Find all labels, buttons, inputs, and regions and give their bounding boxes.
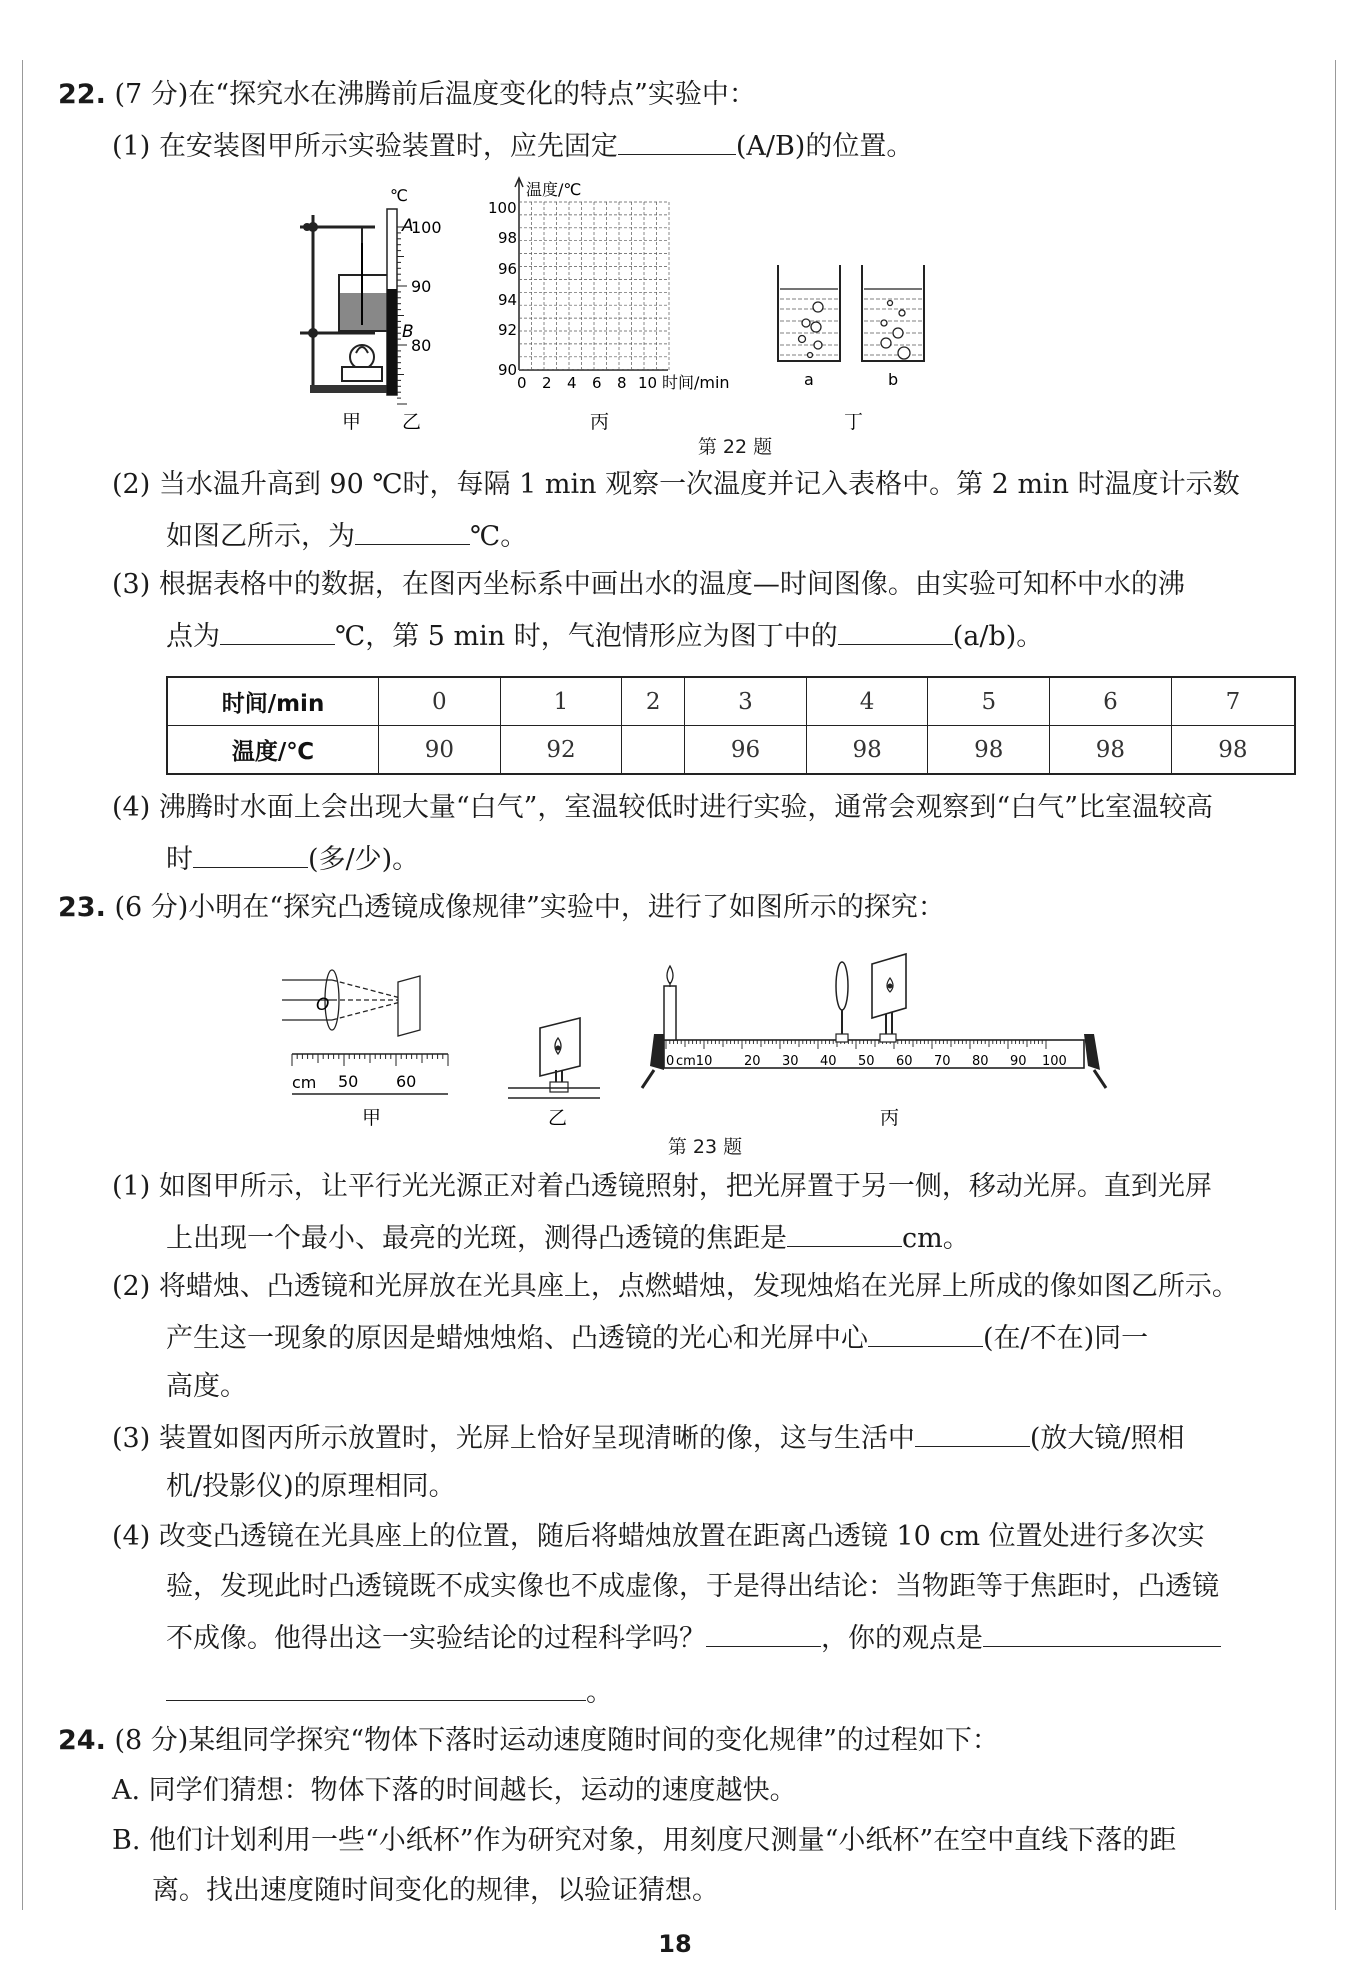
caption-jia: 甲 xyxy=(342,411,362,433)
q22-figure xyxy=(270,175,940,455)
q23-blank-4[interactable] xyxy=(706,1618,821,1647)
q23-part4c xyxy=(166,1618,1221,1658)
table-cell: 92 xyxy=(500,726,622,775)
q22-part1 xyxy=(112,126,913,166)
q22-part1-text: (1) 在安装图甲所示实验装置时，应先固定 xyxy=(112,131,618,162)
table-cell: 1 xyxy=(500,677,622,726)
q23-blank-3[interactable] xyxy=(915,1418,1030,1447)
screen-image-yi xyxy=(508,1018,600,1129)
q23-blank-5[interactable] xyxy=(983,1618,1221,1647)
q23-part4a xyxy=(112,1518,1205,1556)
page-number: 18 xyxy=(658,1930,692,1958)
label-B: B xyxy=(402,322,414,342)
q23-part2-text-c: (在/不在)同一 xyxy=(983,1323,1149,1354)
thermo-tick-90: 90 xyxy=(411,277,432,296)
q24-a-text: A. 同学们猜想：物体下落的时间越长，运动的速度越快。 xyxy=(112,1775,797,1806)
q23-part1-suffix: cm。 xyxy=(902,1223,970,1254)
q22-blank-3[interactable] xyxy=(220,616,335,645)
xtick-0: 0 xyxy=(517,374,527,392)
q23-part2b xyxy=(166,1318,1148,1358)
ytick-98: 98 xyxy=(498,229,518,247)
q24-item-b2 xyxy=(152,1872,719,1910)
graph-bing xyxy=(488,178,730,433)
table-cell-empty[interactable] xyxy=(622,726,685,775)
q22-data-table xyxy=(166,676,1296,775)
q23-blank-6[interactable] xyxy=(166,1672,586,1701)
q24-intro-line xyxy=(58,1722,999,1760)
bench-label-70: 70 xyxy=(934,1054,951,1069)
graph-xlabel: 时间/min xyxy=(662,373,730,392)
right-margin-line xyxy=(1335,60,1336,1910)
bench-label-0: 0 xyxy=(666,1054,675,1069)
thermo-tick-100: 100 xyxy=(411,218,442,237)
q23-number: 23. xyxy=(58,892,106,923)
xtick-8: 8 xyxy=(617,374,627,392)
beakers-ding xyxy=(778,265,924,433)
table-cell: 3 xyxy=(685,677,807,726)
bench-label-40: 40 xyxy=(820,1054,837,1069)
caption-jia-23: 甲 xyxy=(362,1107,382,1129)
ytick-100: 100 xyxy=(488,199,517,217)
q23-blank-1[interactable] xyxy=(787,1218,902,1247)
q22-part2b xyxy=(166,516,527,556)
xtick-10: 10 xyxy=(638,374,658,392)
ytick-96: 96 xyxy=(498,260,518,278)
q23-part1a xyxy=(112,1168,1212,1206)
table-cell: 5 xyxy=(928,677,1050,726)
q23-part4d xyxy=(166,1672,613,1712)
caption-yi-23: 乙 xyxy=(548,1107,568,1129)
q23-part1-text: (1) 如图甲所示，让平行光光源正对着凸透镜照射，把光屏置于另一侧，移动光屏。直到光屏 xyxy=(112,1171,1212,1202)
label-O: O xyxy=(316,995,330,1015)
beaker-b-label: b xyxy=(888,370,899,389)
q23-part2-text: (2) 将蜡烛、凸透镜和光屏放在光具座上，点燃蜡烛，发现烛焰在光屏上所成的像如图乙所示。 xyxy=(112,1271,1239,1302)
q23-part1-text-b: 上出现一个最小、最亮的光斑，测得凸透镜的焦距是 xyxy=(166,1223,787,1254)
q23-part4-text: (4) 改变凸透镜在光具座上的位置，随后将蜡烛放置在距离凸透镜 10 cm 位置处进行多次实 xyxy=(112,1521,1205,1552)
caption-yi: 乙 xyxy=(402,411,422,433)
q23-part3a xyxy=(112,1418,1184,1458)
q22-part4b xyxy=(166,839,419,879)
ruler-50: 50 xyxy=(338,1072,359,1091)
bench-label-80: 80 xyxy=(972,1054,989,1069)
q23-part4-end: 。 xyxy=(586,1677,613,1708)
q22-number: 22. xyxy=(58,79,106,110)
table-cell: 98 xyxy=(928,726,1050,775)
q24-b-text: B. 他们计划利用一些“小纸杯”作为研究对象，用刻度尺测量“小纸杯”在空中直线下落的距 xyxy=(112,1825,1177,1856)
q23-part2a xyxy=(112,1268,1239,1306)
q22-part4a xyxy=(112,789,1213,827)
thermo-tick-80: 80 xyxy=(411,336,432,355)
q23-part2-text-b: 产生这一现象的原因是蜡烛烛焰、凸透镜的光心和光屏中心 xyxy=(166,1323,868,1354)
q23-part3b xyxy=(166,1468,456,1506)
xtick-2: 2 xyxy=(542,374,552,392)
thermo-unit: ℃ xyxy=(390,186,408,205)
q23-part4-text-b: 验，发现此时凸透镜既不成实像也不成虚像，于是得出结论：当物距等于焦距时，凸透镜 xyxy=(166,1571,1219,1602)
q22-part2a xyxy=(112,466,1240,504)
q22-part2-text-b: 如图乙所示，为 xyxy=(166,521,355,552)
q23-part3-suffix: 机/投影仪)的原理相同。 xyxy=(166,1471,456,1502)
q24-b-text-2: 离。找出速度随时间变化的规律，以验证猜想。 xyxy=(152,1875,719,1906)
q23-part4-text-d: ，你的观点是 xyxy=(821,1623,983,1654)
ruler-unit: cm xyxy=(292,1073,317,1092)
bench-label-10: cm10 xyxy=(676,1054,713,1069)
q23-intro: (6 分)小明在“探究凸透镜成像规律”实验中，进行了如图所示的探究： xyxy=(114,892,945,923)
q22-figure-caption: 第 22 题 xyxy=(697,436,773,458)
q22-blank-4[interactable] xyxy=(838,616,953,645)
beaker-a-label: a xyxy=(804,370,814,389)
q22-part1-suffix: (A/B)的位置。 xyxy=(735,131,914,162)
optical-bench-bing xyxy=(642,954,1106,1129)
q22-part4-text: (4) 沸腾时水面上会出现大量“白气”，室温较低时进行实验，通常会观察到“白气”比室温较高 xyxy=(112,792,1214,823)
focus-setup-jia xyxy=(282,970,448,1129)
q22-blank-1[interactable] xyxy=(618,126,736,155)
q23-part2c xyxy=(166,1368,247,1406)
q22-part2-text: (2) 当水温升高到 90 ℃时，每隔 1 min 观察一次温度并记入表格中。第 2 min 时温度计示数 xyxy=(112,469,1240,500)
q24-item-b1 xyxy=(112,1822,1176,1860)
q22-part3-text: (3) 根据表格中的数据，在图丙坐标系中画出水的温度—时间图像。由实验可知杯中水的沸 xyxy=(112,569,1185,600)
table-cell: 6 xyxy=(1050,677,1172,726)
q22-part3b xyxy=(166,616,1043,656)
q24-number: 24. xyxy=(58,1725,106,1756)
q22-intro-line xyxy=(58,76,756,114)
q22-blank-5[interactable] xyxy=(193,839,308,868)
table-head-time: 时间/min xyxy=(167,677,379,726)
label-A: A xyxy=(402,216,414,236)
q23-part3-text-b: (放大镜/照相 xyxy=(1029,1423,1185,1454)
q22-part2-suffix: ℃。 xyxy=(470,521,528,552)
table-cell: 7 xyxy=(1171,677,1295,726)
q24-intro: (8 分)某组同学探究“物体下落时运动速度随时间的变化规律”的过程如下： xyxy=(114,1725,999,1756)
q22-part3a xyxy=(112,566,1185,604)
q22-part4-text-b: 时 xyxy=(166,844,193,875)
ytick-92: 92 xyxy=(498,321,518,339)
table-cell: 2 xyxy=(622,677,685,726)
q22-part4-suffix: (多/少)。 xyxy=(308,844,420,875)
q23-intro-line xyxy=(58,889,945,927)
graph-ylabel: 温度/℃ xyxy=(526,180,582,199)
table-cell: 96 xyxy=(685,726,807,775)
left-margin-line xyxy=(22,60,23,1910)
q23-part1b xyxy=(166,1218,970,1258)
q23-figure xyxy=(280,938,1130,1158)
bench-label-50: 50 xyxy=(858,1054,875,1069)
q22-blank-2[interactable] xyxy=(355,516,470,545)
ruler-60: 60 xyxy=(396,1072,417,1091)
q22-part3-text-c: ℃，第 5 min 时，气泡情形应为图丁中的 xyxy=(335,621,838,652)
table-cell: 0 xyxy=(379,677,501,726)
xtick-6: 6 xyxy=(592,374,602,392)
bench-label-30: 30 xyxy=(782,1054,799,1069)
caption-bing-23: 丙 xyxy=(880,1107,900,1129)
table-cell: 98 xyxy=(1050,726,1172,775)
bench-label-20: 20 xyxy=(744,1054,761,1069)
table-head-temp: 温度/℃ xyxy=(167,726,379,775)
q22-part3-suffix: (a/b)。 xyxy=(952,621,1044,652)
bench-label-90: 90 xyxy=(1010,1054,1027,1069)
table-cell: 4 xyxy=(806,677,928,726)
q23-part4b xyxy=(166,1568,1219,1606)
caption-bing: 丙 xyxy=(590,411,610,433)
table-row-time xyxy=(167,677,1295,726)
table-row-temp xyxy=(167,726,1295,775)
ytick-94: 94 xyxy=(498,291,518,309)
q24-item-a xyxy=(112,1772,797,1810)
xtick-4: 4 xyxy=(567,374,577,392)
q23-figure-caption: 第 23 题 xyxy=(667,1136,743,1158)
ytick-90: 90 xyxy=(498,361,518,379)
thermometer-yi xyxy=(387,186,442,433)
bench-label-60: 60 xyxy=(896,1054,913,1069)
table-cell: 98 xyxy=(1171,726,1295,775)
caption-ding: 丁 xyxy=(844,411,864,433)
table-cell: 90 xyxy=(379,726,501,775)
q23-part2-suffix: 高度。 xyxy=(166,1371,247,1402)
q22-intro: (7 分)在“探究水在沸腾前后温度变化的特点”实验中： xyxy=(114,79,756,110)
q22-part3-text-b: 点为 xyxy=(166,621,220,652)
bench-label-100: 100 xyxy=(1042,1054,1067,1069)
q23-part4-text-c: 不成像。他得出这一实验结论的过程科学吗？ xyxy=(166,1623,706,1654)
table-cell: 98 xyxy=(806,726,928,775)
q23-blank-2[interactable] xyxy=(868,1318,983,1347)
q23-part3-text: (3) 装置如图丙所示放置时，光屏上恰好呈现清晰的像，这与生活中 xyxy=(112,1423,915,1454)
